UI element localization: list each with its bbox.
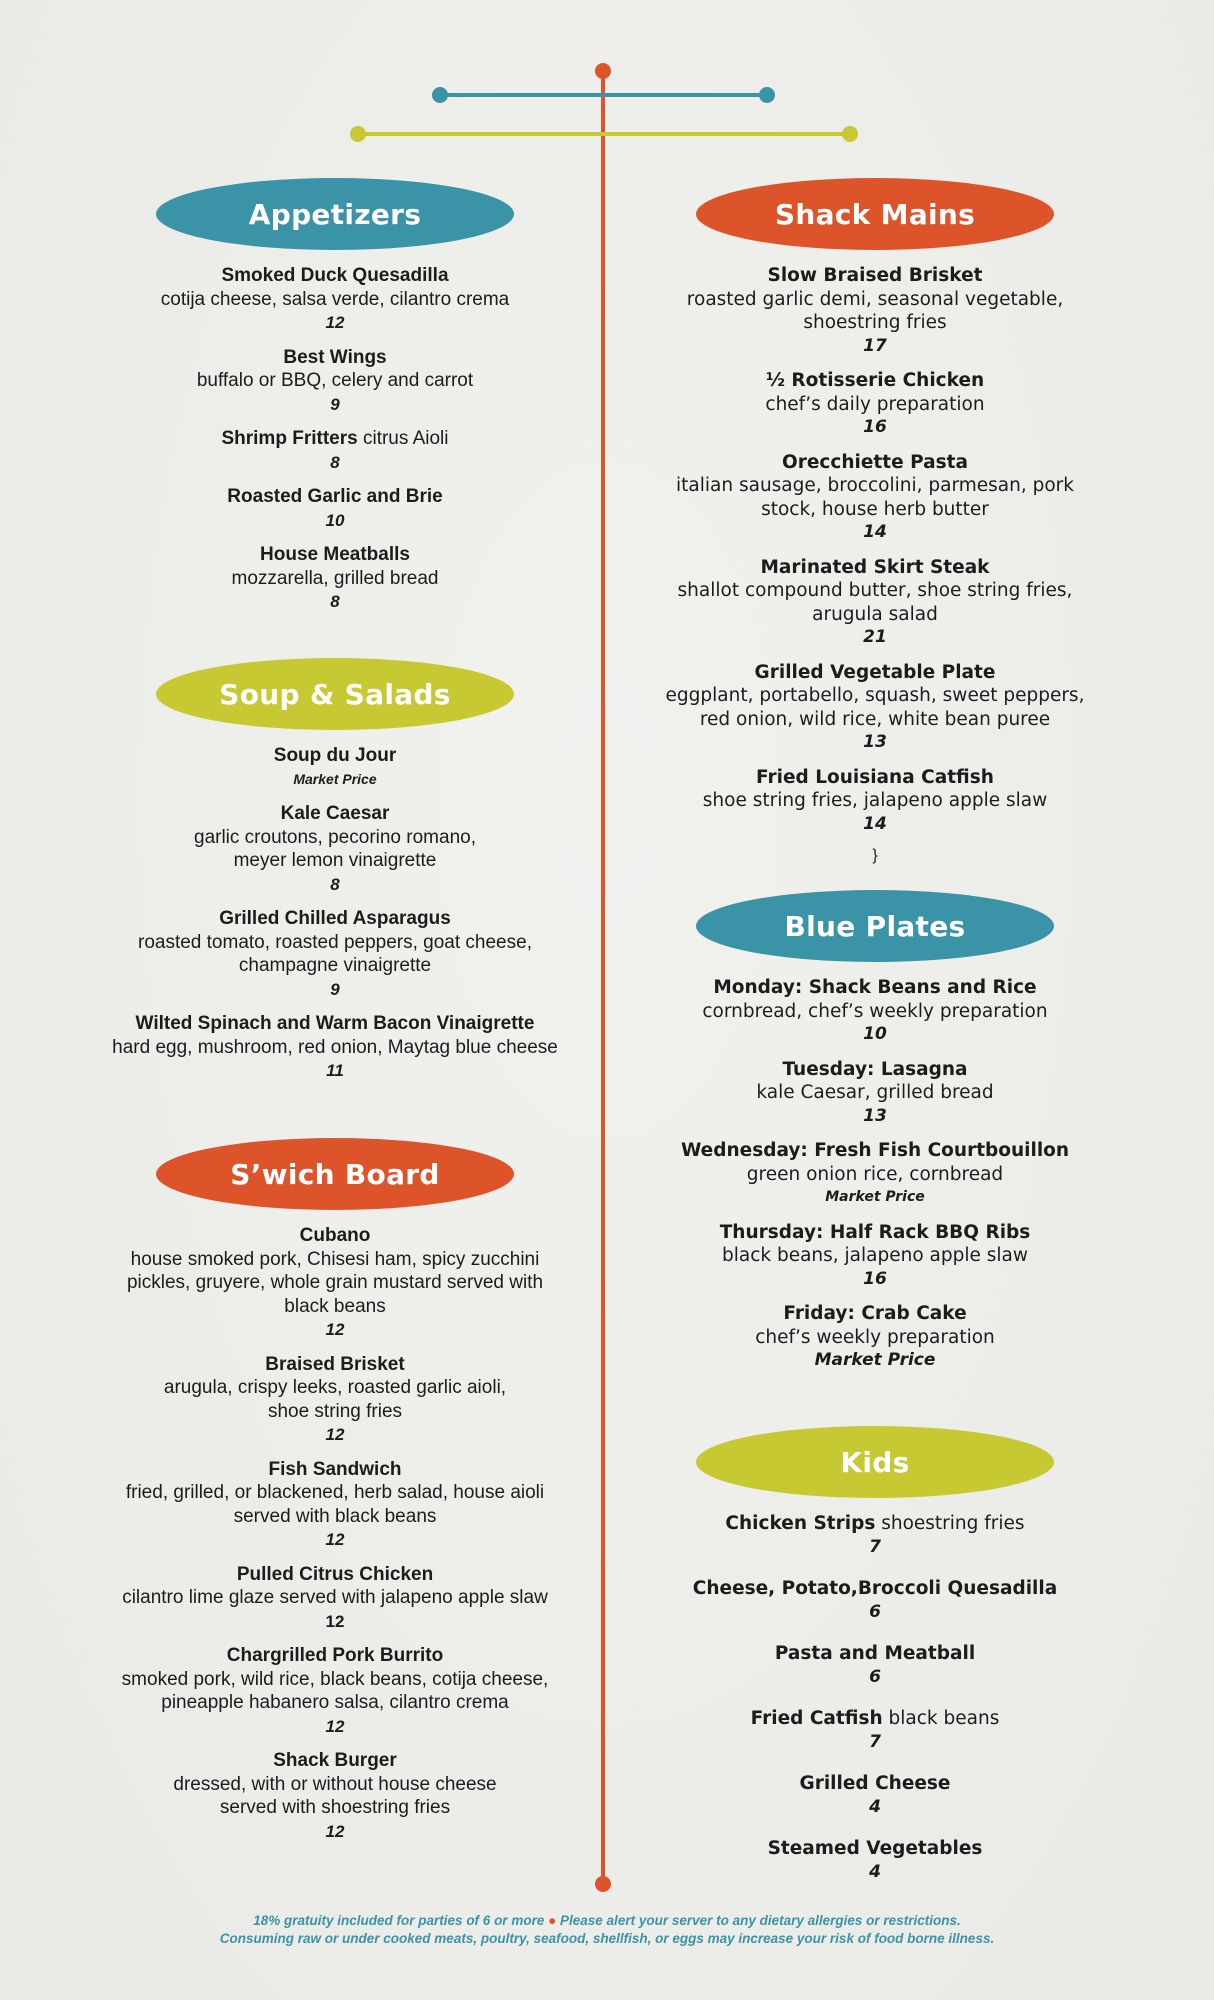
item-description: house smoked pork, Chisesi ham, spicy zucchini [130,1248,540,1270]
item-description: garlic croutons, pecorino romano, [194,826,476,848]
item-description: shoe string fries [267,1400,403,1422]
bullet-dot-icon: ● [548,1913,557,1928]
gratuity-note: 18% gratuity included for parties of 6 or more [253,1913,545,1928]
soup-salads-heading: Soup & Salads [156,658,514,730]
item-name: Shrimp Fritters [221,428,358,449]
item-name: Fried Louisiana Catfish [756,766,994,788]
item-description: shoestring fries [881,1513,1025,1534]
item-name: Marinated Skirt Steak [760,556,990,578]
menu-item [100,1458,570,1552]
item-price: 13 [863,732,887,752]
item-name: Best Wings [283,346,387,368]
blue-plates-section [640,890,1110,1384]
item-price: 14 [863,813,887,834]
item-name: Orecchiette Pasta [782,451,968,473]
item-description: dressed, with or without house cheese [173,1773,497,1795]
item-price: 12 [325,1425,345,1444]
green-crossbar-left-dot [350,126,366,142]
item-name: Cheese, Potato,Broccoli Quesadilla [692,1578,1058,1599]
swich-board-heading: S’wich Board [156,1138,514,1210]
shack-mains-heading: Shack Mains [696,178,1054,250]
menu-item [100,1563,570,1634]
kids-heading: Kids [696,1426,1054,1498]
blue-plates-heading: Blue Plates [696,890,1054,962]
item-price: 8 [330,592,340,611]
item-price: Market Price [814,1350,936,1370]
menu-item [100,744,570,791]
item-price: 7 [869,1731,881,1752]
menu-item [640,1577,1110,1624]
menu-item [100,264,570,335]
item-name: House Meatballs [260,544,410,565]
menu-item [640,264,1110,358]
item-description: buffalo or BBQ, celery and carrot [196,370,474,391]
item-name: Thursday: Half Rack BBQ Ribs [719,1221,1031,1243]
menu-item [640,1512,1110,1559]
menu-item [100,1012,570,1083]
item-name: Tuesday: Lasagna [782,1058,968,1080]
item-description: kale Caesar, grilled bread [756,1082,994,1103]
item-description: fried, grilled, or blackened, herb salad, house aioli [125,1482,545,1503]
item-name: Wilted Spinach and Warm Bacon Vinaigrette [135,1013,535,1034]
item-price: 12 [325,1320,345,1339]
item-name: Cubano [299,1225,371,1246]
item-description: mozzarella, grilled bread [231,567,439,589]
item-description: arugula salad [812,603,938,625]
menu-item [640,976,1110,1047]
blue-crossbar-left-dot [432,87,448,103]
raw-food-warning: Consuming raw or under cooked meats, poultry, seafood, shellfish, or eggs may increase your risk of food borne illness. [219,1931,995,1946]
item-name: Friday: Crab Cake [783,1303,967,1324]
menu-item [100,1224,570,1342]
item-name: Grilled Cheese [799,1773,951,1794]
menu-item [100,543,570,614]
item-name: ½ Rotisserie Chicken [765,370,985,391]
item-description: roasted tomato, roasted peppers, goat cheese, [138,931,532,953]
item-description: black beans, jalapeno apple slaw [721,1245,1029,1266]
item-name: Chargrilled Pork Burrito [226,1645,444,1666]
item-description: green onion rice, cornbread [746,1163,1004,1185]
menu-item [640,1058,1110,1129]
item-description: served with black beans [233,1505,437,1527]
item-description: cilantro lime glaze served with jalapeno apple slaw [122,1587,548,1608]
item-price: 12 [325,1716,345,1736]
item-description: served with shoestring fries [219,1797,451,1818]
item-description: black beans [284,1295,386,1317]
item-description: shoe string fries, jalapeno apple slaw [702,790,1048,811]
shack-mains-section: Shack Mains Slow Braised Brisket roasted garlic demi, seasonal vegetable, shoestring fries 17 ½ Rotisserie Chicken chef’s daily preparation 16 Orecchiette Pasta italian sausage, broccolini, parmesan, pork stock, house herb butter 14 Marinated Skirt Steak shallot compound butter, shoe string fries, arugula salad 21 Grilled Vegetable Plate eggplant, portabello, squash, sweet peppers, red onion, wild rice, white bean puree 13 Fried Louisiana Catfish shoe string fries, jalapeno apple slaw 14 } [640,178,1110,865]
item-price: 12 [325,313,345,332]
item-name: Chicken Strips [725,1513,876,1534]
item-price: 9 [330,979,340,999]
item-price: 13 [863,1105,887,1126]
swich-board-section [100,1138,570,1854]
item-name: Fried Catfish [750,1708,883,1729]
item-description: smoked pork, wild rice, black beans, cotija cheese, [121,1668,549,1690]
item-name: Slow Braised Brisket [767,265,983,286]
item-price: 8 [330,452,340,472]
item-name: Steamed Vegetables [767,1838,983,1859]
item-description: cotija cheese, salsa verde, cilantro crema [160,288,510,310]
item-description: chef’s daily preparation [765,393,985,415]
item-price: 6 [869,1601,881,1622]
item-price: 14 [863,522,887,542]
item-price: 11 [326,1061,344,1080]
item-price: Market Price [293,770,377,787]
item-description: meyer lemon vinaigrette [233,850,437,871]
green-crossbar-right-dot [842,126,858,142]
item-name: Pasta and Meatball [774,1643,976,1664]
menu-item [640,1707,1110,1754]
menu-item [100,1644,570,1738]
item-name: Grilled Vegetable Plate [754,661,996,683]
item-description: citrus Aioli [362,428,449,449]
item-description: stock, house herb butter [761,498,989,520]
menu-item [100,802,570,896]
top-dot [595,63,611,79]
bottom-dot [595,1876,611,1892]
menu-item [640,1642,1110,1689]
item-name: Roasted Garlic and Brie [227,486,443,507]
item-name: Kale Caesar [280,803,390,824]
item-name: Fish Sandwich [268,1458,402,1480]
item-description: red onion, wild rice, white bean puree [699,708,1051,730]
item-description: cornbread, chef’s weekly preparation [702,1000,1048,1022]
item-description: arugula, crispy leeks, roasted garlic aioli, [163,1377,507,1398]
item-description: champagne vinaigrette [238,955,432,976]
item-price: 12 [325,1530,345,1549]
item-price: 21 [863,627,887,647]
item-price: 17 [863,335,887,356]
menu-item [100,907,570,1001]
kids-section [640,1426,1110,1895]
appetizers-section [100,178,570,625]
footer-notice [0,1912,1214,1948]
menu-item [640,369,1110,440]
item-price: 7 [869,1536,881,1557]
item-description: pickles, gruyere, whole grain mustard served with [126,1272,544,1293]
item-name: Braised Brisket [265,1353,405,1375]
item-description: shoestring fries [803,312,947,333]
item-name: Soup du Jour [273,745,397,766]
menu-item [640,1139,1110,1210]
item-price: 10 [325,510,345,530]
menu-item [640,1772,1110,1819]
menu-item [100,1749,570,1843]
item-name: Wednesday: Fresh Fish Courtbouillon [680,1140,1070,1161]
item-description: pineapple habanero salsa, cilantro crema [161,1692,509,1713]
item-name: Pulled Citrus Chicken [236,1563,434,1585]
item-description: chef’s weekly preparation [755,1326,995,1348]
item-price: 16 [863,1268,887,1289]
menu-item [640,1837,1110,1884]
item-name: Smoked Duck Quesadilla [221,265,449,286]
item-name: Shack Burger [273,1750,397,1771]
item-price: 16 [863,417,887,437]
menu-item [100,1353,570,1447]
item-description: italian sausage, broccolini, parmesan, pork [676,475,1074,496]
menu-item [640,556,1110,650]
item-price: 4 [869,1796,881,1817]
menu-item [640,766,1110,837]
appetizers-heading: Appetizers [156,178,514,250]
blue-crossbar-right-dot [759,87,775,103]
item-description: shallot compound butter, shoe string fries, [677,580,1073,601]
menu-item [100,427,570,474]
item-price: 12 [325,1821,345,1841]
item-description: black beans [888,1708,1000,1729]
item-description: roasted garlic demi, seasonal vegetable, [686,288,1064,310]
item-price: 12 [325,1611,345,1631]
menu-item [640,451,1110,545]
item-price: 4 [869,1861,881,1882]
item-price: 10 [863,1024,887,1044]
item-name: Monday: Shack Beans and Rice [713,977,1037,998]
item-price: 9 [330,394,340,414]
menu-item [100,485,570,532]
menu-item [640,1221,1110,1292]
menu-item [100,346,570,417]
item-price: 6 [869,1666,881,1687]
item-name: Grilled Chilled Asparagus [219,908,451,929]
item-price: 8 [330,874,340,894]
item-price: Market Price [825,1189,925,1205]
menu-item [640,1302,1110,1373]
menu-item [640,661,1110,755]
soup-salads-section [100,658,570,1094]
allergy-note: Please alert your server to any dietary allergies or restrictions. [560,1913,961,1928]
item-description: hard egg, mushroom, red onion, Maytag blue cheese [112,1036,558,1058]
item-description: eggplant, portabello, squash, sweet peppers, [665,685,1085,706]
